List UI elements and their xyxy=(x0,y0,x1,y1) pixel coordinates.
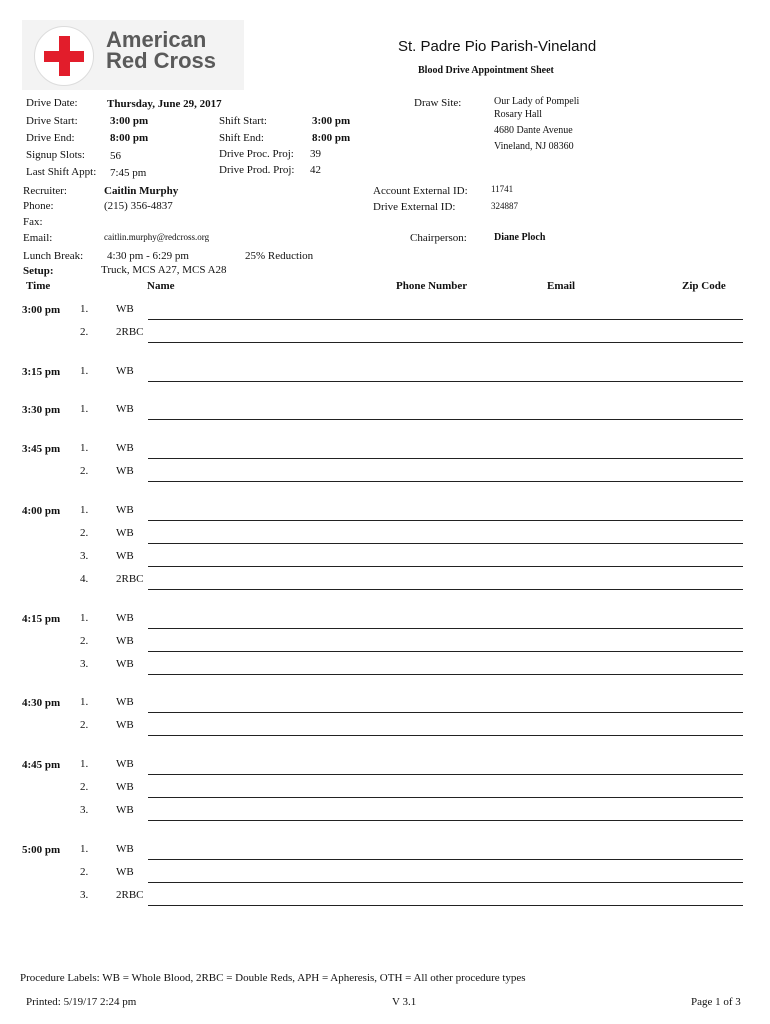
slot-entry-number: 2. xyxy=(80,465,89,477)
setup-label: Setup: xyxy=(23,265,54,277)
slot-time: 4:15 pm xyxy=(22,612,61,625)
slot-entry-number: 1. xyxy=(80,503,89,516)
column-header-time: Time xyxy=(26,280,51,292)
lunch-break-label: Lunch Break: xyxy=(23,250,84,262)
logo-line-1: American xyxy=(106,27,207,52)
drive-external-id-label: Drive External ID: xyxy=(373,201,456,213)
slot-entry-number: 1. xyxy=(80,842,89,855)
procedure-code: WB xyxy=(116,804,134,817)
slot-entry-number: 4. xyxy=(80,572,89,585)
signup-line[interactable] xyxy=(148,774,743,775)
slot-time: 3:45 pm xyxy=(22,442,61,455)
signup-line[interactable] xyxy=(148,589,743,590)
slot-entry-number: 2. xyxy=(80,526,89,539)
page-subtitle: Blood Drive Appointment Sheet xyxy=(418,65,554,76)
signup-slots-value: 56 xyxy=(110,150,121,162)
procedure-code: WB xyxy=(116,441,134,454)
slot-entry-number: 1. xyxy=(80,758,89,770)
signup-line[interactable] xyxy=(148,458,743,459)
draw-site-label: Draw Site: xyxy=(414,97,462,109)
procedure-code: WB xyxy=(116,364,134,377)
signup-line[interactable] xyxy=(148,520,743,521)
page-number: Page 1 of 3 xyxy=(691,996,741,1008)
shift-start-label: Shift Start: xyxy=(219,115,267,127)
phone-label: Phone: xyxy=(23,200,54,212)
prod-proj-value: 42 xyxy=(310,164,321,176)
slot-entry-number: 3. xyxy=(80,804,89,817)
slot-time: 3:00 pm xyxy=(22,304,61,316)
lunch-reduction: 25% Reduction xyxy=(245,250,314,262)
drive-date-label: Drive Date: xyxy=(26,97,78,109)
signup-line[interactable] xyxy=(148,882,743,883)
signup-line[interactable] xyxy=(148,566,743,567)
slot-entry-number: 3. xyxy=(80,657,89,670)
procedure-code: WB xyxy=(116,719,134,732)
slot-time: 5:00 pm xyxy=(22,843,61,856)
page-title: St. Padre Pio Parish-Vineland xyxy=(398,38,597,55)
red-cross-emblem-icon xyxy=(34,26,94,86)
procedure-legend: Procedure Labels: WB = Whole Blood, 2RBC = Double Reds, APH = Apheresis, OTH = All other procedure types xyxy=(20,972,526,984)
slot-entry-number: 3. xyxy=(80,889,89,901)
email-label: Email: xyxy=(23,232,53,244)
procedure-code: WB xyxy=(116,503,134,516)
slot-time: 4:45 pm xyxy=(22,759,61,771)
chairperson-label: Chairperson: xyxy=(410,232,467,244)
slot-time: 3:15 pm xyxy=(22,365,61,378)
logo-line-2: Red Cross xyxy=(106,48,217,73)
proc-proj-label: Drive Proc. Proj: xyxy=(219,148,294,160)
procedure-code: WB xyxy=(116,842,134,855)
slot-entry-number: 2. xyxy=(80,719,89,732)
slot-time: 4:00 pm xyxy=(22,504,61,517)
recruiter-value: Caitlin Murphy xyxy=(104,185,179,197)
procedure-code: WB xyxy=(116,865,134,878)
procedure-code: WB xyxy=(116,634,134,647)
signup-slots-label: Signup Slots: xyxy=(26,149,85,161)
prod-proj-label: Drive Prod. Proj: xyxy=(219,164,295,176)
account-external-id-value: 11741 xyxy=(491,184,514,194)
procedure-code: 2RBC xyxy=(116,889,144,901)
procedure-code: WB xyxy=(116,526,134,539)
column-header-name: Name xyxy=(147,280,175,292)
column-header-email: Email xyxy=(547,280,576,292)
slot-entry-number: 1. xyxy=(80,696,89,709)
draw-site-line-2: Rosary Hall xyxy=(494,109,543,120)
slot-entry-number: 1. xyxy=(80,364,89,377)
shift-end-label: Shift End: xyxy=(219,132,264,144)
draw-site-line-1: Our Lady of Pompeli xyxy=(494,96,580,107)
lunch-break-value: 4:30 pm - 6:29 pm xyxy=(107,250,189,262)
draw-site-line-4: Vineland, NJ 08360 xyxy=(494,141,574,152)
signup-line[interactable] xyxy=(148,319,743,320)
drive-date-value: Thursday, June 29, 2017 xyxy=(107,98,222,110)
signup-line[interactable] xyxy=(148,674,743,675)
slot-entry-number: 2. xyxy=(80,634,89,647)
signup-line[interactable] xyxy=(148,543,743,544)
signup-line[interactable] xyxy=(148,342,743,343)
last-shift-value: 7:45 pm xyxy=(110,167,147,179)
drive-end-label: Drive End: xyxy=(26,132,75,144)
procedure-code: WB xyxy=(116,611,134,624)
proc-proj-value: 39 xyxy=(310,148,321,160)
procedure-code: WB xyxy=(116,758,134,770)
slot-entry-number: 1. xyxy=(80,611,89,624)
procedure-code: WB xyxy=(116,657,134,670)
signup-line[interactable] xyxy=(148,628,743,629)
procedure-code: WB xyxy=(116,781,134,794)
slot-entry-number: 3. xyxy=(80,549,89,562)
slot-time: 4:30 pm xyxy=(22,697,61,710)
signup-line[interactable] xyxy=(148,651,743,652)
procedure-code: WB xyxy=(116,403,134,416)
chairperson-value: Diane Ploch xyxy=(494,232,546,243)
signup-line[interactable] xyxy=(148,712,743,713)
procedure-code: WB xyxy=(116,549,134,562)
signup-line[interactable] xyxy=(148,905,743,906)
version-label: V 3.1 xyxy=(392,996,417,1008)
signup-line[interactable] xyxy=(148,419,743,420)
shift-start-value: 3:00 pm xyxy=(312,115,351,127)
drive-end-value: 8:00 pm xyxy=(110,132,149,144)
last-shift-label: Last Shift Appt: xyxy=(26,166,97,178)
procedure-code: WB xyxy=(116,303,134,315)
phone-value: (215) 356-4837 xyxy=(104,200,173,212)
account-external-id-label: Account External ID: xyxy=(373,185,468,197)
procedure-code: WB xyxy=(116,465,134,477)
setup-value: Truck, MCS A27, MCS A28 xyxy=(101,264,227,276)
slot-entry-number: 1. xyxy=(80,441,89,454)
logo-wordmark xyxy=(106,29,216,71)
column-header-zip: Zip Code xyxy=(682,280,726,292)
procedure-code: 2RBC xyxy=(116,572,144,585)
column-header-phone: Phone Number xyxy=(396,280,468,292)
slot-entry-number: 1. xyxy=(80,303,89,315)
signup-line[interactable] xyxy=(148,735,743,736)
drive-start-label: Drive Start: xyxy=(26,115,78,127)
slot-entry-number: 2. xyxy=(80,865,89,878)
signup-line[interactable] xyxy=(148,381,743,382)
procedure-code: 2RBC xyxy=(116,326,144,339)
drive-start-value: 3:00 pm xyxy=(110,115,149,127)
printed-timestamp: Printed: 5/19/17 2:24 pm xyxy=(26,996,137,1008)
signup-line[interactable] xyxy=(148,797,743,798)
slot-entry-number: 1. xyxy=(80,403,89,416)
draw-site-line-3: 4680 Dante Avenue xyxy=(494,125,573,136)
signup-line[interactable] xyxy=(148,481,743,482)
slot-time: 3:30 pm xyxy=(22,404,61,417)
red-cross-logo xyxy=(22,20,244,90)
email-value: caitlin.murphy@redcross.org xyxy=(104,232,210,242)
signup-line[interactable] xyxy=(148,820,743,821)
slot-entry-number: 2. xyxy=(80,326,89,339)
shift-end-value: 8:00 pm xyxy=(312,132,351,144)
procedure-code: WB xyxy=(116,696,134,709)
recruiter-label: Recruiter: xyxy=(23,185,67,197)
fax-label: Fax: xyxy=(23,216,43,228)
slot-entry-number: 2. xyxy=(80,781,89,794)
signup-line[interactable] xyxy=(148,859,743,860)
drive-external-id-value: 324887 xyxy=(491,201,518,211)
